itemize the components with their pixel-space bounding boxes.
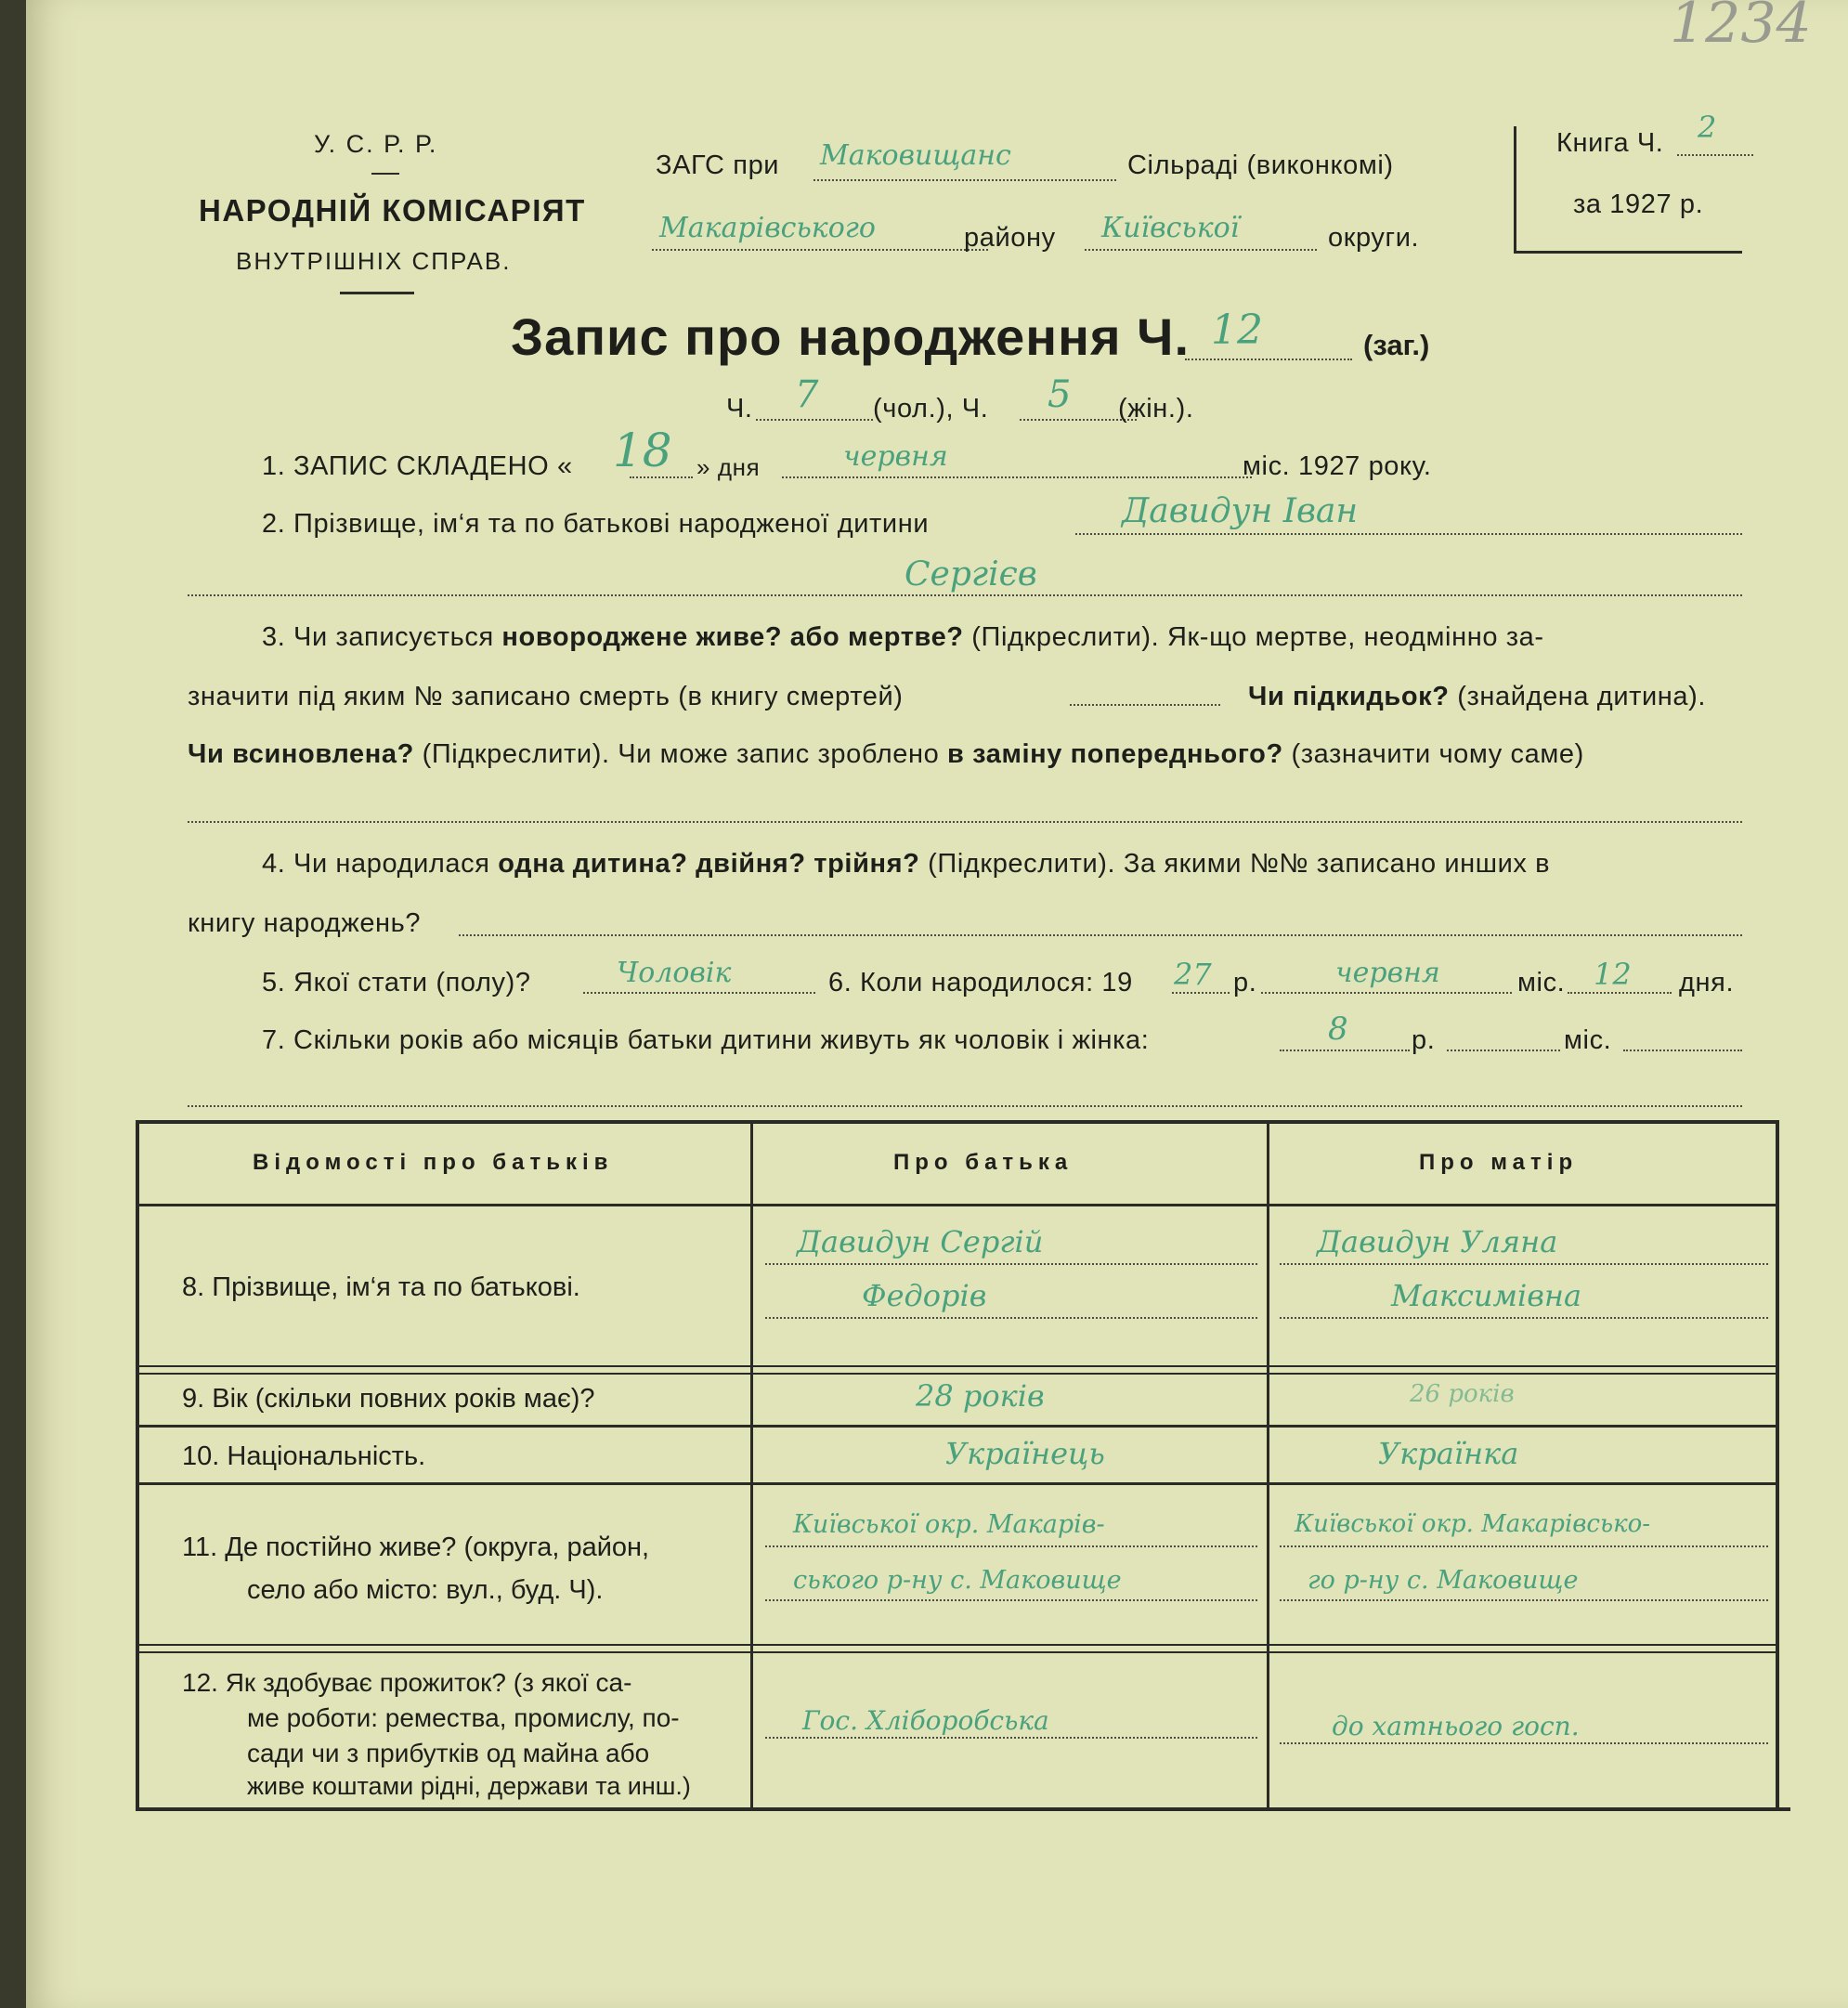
item3-replacement: в заміну попереднього?	[947, 739, 1283, 769]
ch-label: Ч.	[726, 394, 753, 424]
female-label: (жін.).	[1118, 394, 1194, 424]
dotted-line	[1185, 359, 1352, 360]
male-count-handwritten: 7	[795, 373, 819, 416]
header-mother: Про матір	[1419, 1150, 1579, 1175]
archive-number: 1234	[1670, 0, 1812, 56]
father-occupation-handwritten: Гос. Хліборобська	[802, 1705, 1049, 1736]
dotted-line	[1280, 1545, 1768, 1547]
dotted-line	[765, 1545, 1257, 1547]
header-parents-info: Відомості про батьків	[253, 1150, 614, 1175]
mother-name-handwritten: Давидун Уляна	[1317, 1224, 1558, 1259]
district-handwritten: Макарівського	[659, 212, 876, 244]
father-address-line2-handwritten: ського р-ну с. Маковище	[793, 1566, 1122, 1595]
item4-text: 4. Чи народилася	[262, 849, 490, 879]
department-label: ВНУТРІШНІХ СПРАВ.	[236, 247, 512, 275]
mother-nationality-handwritten: Українка	[1378, 1436, 1519, 1471]
book-number-handwritten: 2	[1698, 110, 1717, 145]
row12-label-line3: сади чи з прибутків од майна або	[247, 1739, 650, 1767]
divider	[371, 173, 399, 175]
item5-sex-handwritten: Чоловік	[617, 957, 732, 989]
row-divider	[136, 1365, 1779, 1367]
dotted-line	[1280, 1599, 1768, 1601]
item6-label: 6. Коли народилося: 19	[828, 968, 1133, 997]
page-title: Запис про народження Ч.	[511, 307, 1191, 366]
item2-patronymic-handwritten: Сергієв	[904, 555, 1037, 593]
district-label: району	[964, 223, 1056, 253]
item6-month-handwritten: червня	[1335, 957, 1440, 989]
father-address-line1-handwritten: Київської окр. Макарів-	[793, 1510, 1105, 1539]
row-divider	[136, 1204, 1779, 1206]
father-name-handwritten: Давидун Сергій	[797, 1224, 1044, 1259]
row-divider	[136, 1651, 1779, 1653]
village-handwritten: Маковищанс	[820, 139, 1011, 172]
header-father: Про батька	[893, 1150, 1074, 1175]
table-border-left	[136, 1120, 139, 1811]
row11-label-line1: 11. Де постійно живе? (округа, район,	[182, 1532, 650, 1562]
item3-text: (зазначити чому саме)	[1291, 739, 1584, 769]
dotted-line	[1568, 992, 1672, 994]
item6-month-unit: міс.	[1517, 968, 1566, 997]
item1-day-handwritten: 18	[613, 424, 672, 477]
table-border-right	[1776, 1120, 1779, 1811]
item4-line2: книгу народжень?	[188, 908, 422, 938]
item1-label: 1. ЗАПИС СКЛАДЕНО «	[262, 451, 573, 481]
item3-foundling: Чи підкидьок?	[1248, 682, 1450, 711]
item7-label: 7. Скільки років або місяців батьки дитини живуть як чоловік і жінка:	[262, 1025, 1150, 1055]
birth-record-sheet	[26, 0, 1848, 2008]
mother-address-line2-handwritten: го р-ну с. Маковище	[1308, 1566, 1579, 1595]
dotted-line	[1172, 992, 1230, 994]
record-number-handwritten: 12	[1211, 306, 1263, 354]
item6-year-unit: р.	[1233, 968, 1257, 997]
male-label: (чол.), Ч.	[873, 394, 989, 424]
item1-month-handwritten: червня	[843, 440, 948, 473]
zags-label: ЗАГС при	[656, 150, 780, 180]
village-suffix: Сільраді (виконкомі)	[1127, 150, 1394, 180]
item7-years-handwritten: 8	[1328, 1011, 1348, 1048]
father-age-handwritten: 28 років	[916, 1378, 1045, 1414]
table-border-top	[136, 1120, 1779, 1124]
item3-alive-dead: новороджене живе? або мертве?	[501, 622, 964, 652]
column-divider	[1267, 1120, 1269, 1811]
book-label: Книга Ч.	[1556, 128, 1664, 158]
column-divider	[750, 1120, 753, 1811]
row8-label: 8. Прізвище, ім‘я та по батькові.	[182, 1272, 580, 1302]
item3-text: (Підкреслити). Як-що мертве, неодмінно за-	[971, 622, 1544, 652]
female-count-handwritten: 5	[1048, 373, 1072, 416]
mother-age-handwritten: 26 років	[1410, 1380, 1515, 1408]
title-suffix: (заг.)	[1363, 329, 1430, 361]
item3-line1	[262, 622, 1544, 653]
dotted-line	[765, 1317, 1257, 1319]
row11-label-line2: село або місто: вул., буд. Ч).	[247, 1575, 604, 1605]
row9-label: 9. Вік (скільки повних років має)?	[182, 1384, 595, 1414]
item3-text: значити під яким № записано смерть (в книгу смертей)	[188, 682, 904, 711]
item3-text: (знайдена дитина).	[1457, 682, 1707, 711]
dotted-line	[1280, 1050, 1410, 1051]
item5-label: 5. Якої стати (полу)?	[262, 968, 531, 997]
row12-label-line1: 12. Як здобуває прожиток? (з якої са-	[182, 1668, 632, 1697]
commissariat-title: НАРОДНІЙ КОМІСАРІЯТ	[199, 193, 586, 228]
mother-occupation-handwritten: до хатнього госп.	[1332, 1711, 1580, 1741]
item6-year-handwritten: 27	[1174, 957, 1212, 992]
dotted-line	[782, 476, 1252, 478]
row-divider	[136, 1373, 1779, 1375]
row-divider	[136, 1482, 1779, 1485]
dotted-line	[1447, 1050, 1560, 1051]
dotted-line	[583, 992, 815, 994]
item1-year: міс. 1927 року.	[1243, 451, 1432, 481]
dotted-line	[756, 419, 873, 421]
dotted-line	[459, 934, 1742, 936]
row12-label-line2: ме роботи: ремества, промислу, по-	[247, 1703, 680, 1732]
dotted-line	[1280, 1317, 1768, 1319]
dotted-line	[765, 1737, 1257, 1739]
dotted-line	[1085, 249, 1317, 251]
okruga-label: округи.	[1328, 223, 1420, 253]
divider	[340, 292, 414, 294]
father-patronymic-handwritten: Федорів	[862, 1278, 987, 1313]
dotted-line	[1677, 154, 1753, 156]
row12-label-line4: живе коштами рідні, держави та инш.)	[247, 1772, 691, 1800]
dotted-line	[1280, 1263, 1768, 1265]
dotted-line	[1070, 704, 1220, 706]
dotted-line	[188, 821, 1742, 823]
mother-address-line1-handwritten: Київської окр. Макарівсько-	[1295, 1510, 1651, 1538]
item3-text: (Підкреслити). Чи може запис зроблено	[422, 739, 940, 769]
item2-label: 2. Прізвище, ім‘я та по батькові народженої дитини	[262, 509, 930, 539]
book-box-left	[1514, 126, 1516, 253]
item4-line1	[262, 849, 1550, 880]
item6-day-handwritten: 12	[1594, 957, 1632, 992]
mother-patronymic-handwritten: Максимівна	[1391, 1278, 1582, 1313]
dotted-line	[1261, 992, 1512, 994]
item3-adopted: Чи всиновлена?	[188, 739, 414, 769]
book-year: за 1927 р.	[1573, 189, 1704, 219]
dotted-line	[188, 594, 1742, 596]
dotted-line	[1280, 1742, 1768, 1744]
item6-day-unit: дня.	[1679, 968, 1735, 997]
republic-label: У. С. Р. Р.	[314, 130, 438, 158]
item7-months-unit: міс.	[1564, 1025, 1612, 1055]
item3-line2b	[1248, 682, 1706, 712]
item3-text: 3. Чи записується	[262, 622, 494, 652]
dotted-line	[1075, 533, 1742, 535]
dotted-line	[765, 1599, 1257, 1601]
table-border-bottom	[136, 1807, 1790, 1811]
item2-name-handwritten: Давидун Іван	[1122, 492, 1359, 530]
item3-line2	[188, 682, 904, 712]
father-nationality-handwritten: Українець	[945, 1436, 1105, 1471]
dotted-line	[1623, 1050, 1742, 1051]
item4-text: (Підкреслити). За якими №№ записано инших в	[928, 849, 1551, 879]
item1-day-label: » дня	[696, 453, 761, 481]
row-divider	[136, 1425, 1779, 1428]
book-box-bottom	[1514, 251, 1742, 254]
dotted-line	[765, 1263, 1257, 1265]
okruga-handwritten: Київської	[1101, 212, 1240, 244]
row-divider	[136, 1644, 1779, 1646]
dotted-line	[813, 179, 1116, 181]
item4-multiplicity: одна дитина? двійня? трійня?	[498, 849, 920, 879]
item3-line3	[188, 739, 1584, 770]
dotted-line	[652, 249, 988, 251]
item7-years-unit: р.	[1412, 1025, 1436, 1055]
dotted-line	[188, 1105, 1742, 1107]
row10-label: 10. Національність.	[182, 1441, 426, 1471]
